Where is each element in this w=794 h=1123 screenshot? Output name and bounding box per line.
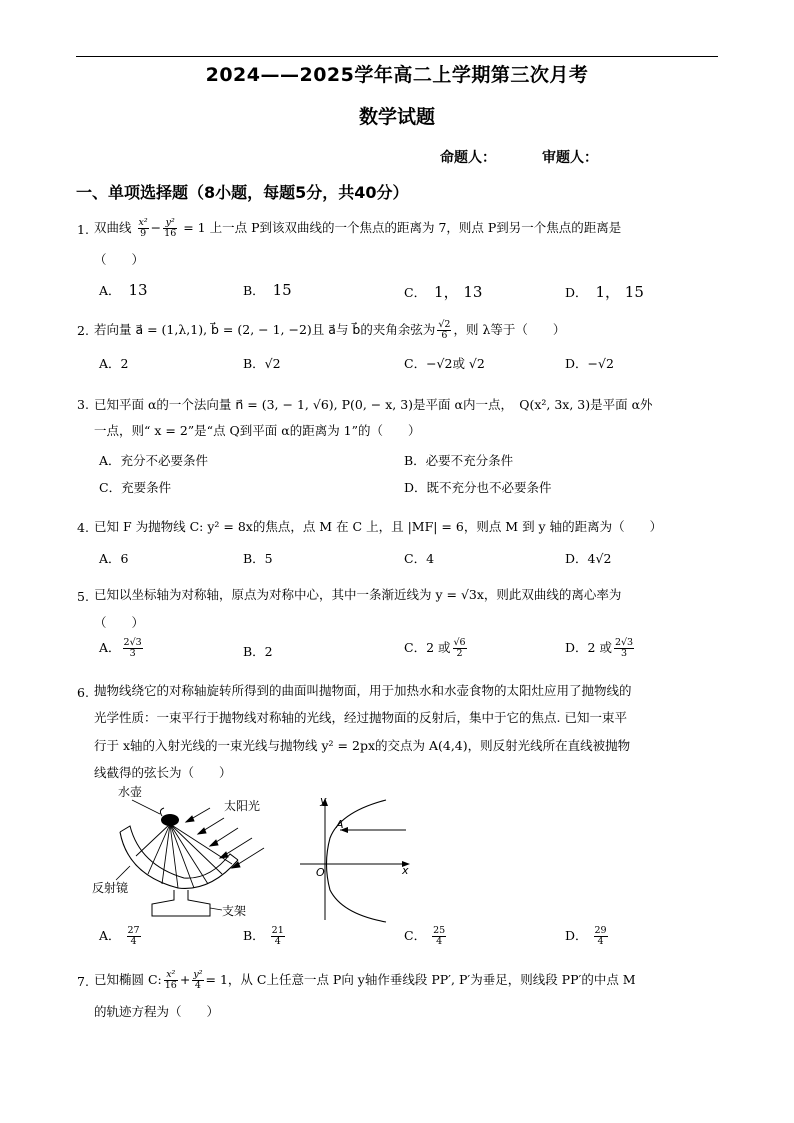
q3-option-c[interactable]: C．充要条件	[99, 480, 172, 495]
q4-option-d[interactable]: D．4√2	[565, 551, 612, 566]
q1-paren: （ ）	[94, 252, 145, 267]
x-label: x	[402, 864, 409, 877]
q3-line2: 一点，则“ x = 2”是“点 Q到平面 α的距离为 1”的（ ）	[94, 423, 421, 438]
section-heading: 一、单项选择题（8小题，每题5分，共40分）	[76, 183, 409, 202]
q3-option-b[interactable]: B．必要不充分条件	[404, 453, 514, 468]
parabola-figure	[290, 792, 420, 927]
q5-option-d[interactable]: D．2 或 $\frac{2√3}{3}$	[565, 637, 634, 659]
q6-line2: 光学性质：一束平行于抛物线对称轴的光线，经过抛物面的反射后，集中于它的焦点. 已知一束平	[94, 710, 627, 725]
q3-option-a[interactable]: A．充分不必要条件	[99, 453, 209, 468]
reviewer-label: 审题人：	[542, 150, 598, 166]
q3-line1: 已知平面 α的一个法向量 n⃗ = (3, − 1, √6), P(0, − x, 3)是平面 α内一点， Q(x², 3x, 3)是平面 α外	[94, 397, 653, 412]
q6-line3: 行于 x轴的入射光线的一束光线与抛物线 y² = 2px的交点为 A(4,4)，则反射光线所在直线被抛物	[94, 738, 631, 753]
question-number: 2.	[77, 323, 89, 338]
author-line	[440, 147, 644, 167]
setter-label: 命题人：	[440, 150, 496, 166]
q1-stem: 双曲线 $\frac{\text{x²}}{9}$ − $\frac{\text{y²}}{16}$ = 1 上一点 P到该双曲线的一个焦点的距离为 7，则点 P到另一个焦点的距离是	[94, 217, 622, 239]
q1-option-d[interactable]: D． 1， 15	[565, 283, 644, 301]
origin-label: O	[316, 866, 325, 879]
exam-title: 2024——2025学年高二上学期第三次月考	[205, 64, 589, 86]
mirror-label: 反射镜	[92, 881, 129, 895]
q6-option-c[interactable]: C． $\frac{25}{4}$	[404, 925, 446, 947]
q4-stem: 已知 F 为抛物线 C: y² = 8x的焦点，点 M 在 C 上，且 |MF| = 6，则点 M 到 y 轴的距离为（ ）	[94, 519, 663, 534]
reflector-dish	[120, 832, 238, 888]
question-number: 1.	[77, 222, 89, 237]
stand	[152, 890, 210, 916]
q5-stem: 已知以坐标轴为对称轴，原点为对称中心，其中一条渐近线为 y = √3x，则此双曲线的离心率为	[94, 587, 622, 602]
stand-label: 支架	[222, 904, 247, 918]
q6-option-d[interactable]: D． $\frac{29}{4}$	[565, 925, 607, 947]
q5-option-b[interactable]: B．2	[243, 644, 273, 659]
q6-option-b[interactable]: B． $\frac{21}{4}$	[243, 925, 284, 947]
q5-option-a[interactable]: A． $\frac{2√3}{3}$	[99, 637, 142, 659]
solar-cooker-figure	[88, 780, 288, 925]
q1-option-a[interactable]: A． 13	[99, 281, 148, 299]
q1-option-c[interactable]: C． 1， 13	[404, 283, 483, 301]
q2-option-b[interactable]: B．√2	[243, 356, 281, 371]
q5-paren: （ ）	[94, 615, 145, 630]
q6-line4: 线截得的弦长为（ ）	[94, 765, 232, 780]
q3-option-d[interactable]: D．既不充分也不必要条件	[404, 480, 552, 495]
q2-option-a[interactable]: A．2	[99, 356, 129, 371]
header-rule	[76, 56, 718, 57]
q7-line2: 的轨迹方程为（ ）	[94, 1004, 220, 1019]
question-number: 5.	[77, 589, 89, 604]
subject-title: 数学试题	[358, 106, 435, 128]
question-number: 3.	[77, 397, 89, 412]
q2-stem: 若向量 a⃗ = (1,λ,1), b⃗ = (2, − 1, −2)且 a⃗与 b⃗的夹角余弦为 $\frac{√2}{6}$ ，则 λ等于（ ）	[94, 319, 566, 341]
question-number: 4.	[77, 520, 89, 535]
question-number: 7.	[77, 974, 89, 989]
q4-option-c[interactable]: C．4	[404, 551, 435, 566]
point-a-label: A	[336, 818, 344, 831]
q4-option-b[interactable]: B．5	[243, 551, 273, 566]
reflector-rim	[120, 826, 238, 878]
question-number: 6.	[77, 685, 89, 700]
kettle-icon	[161, 814, 179, 826]
kettle-label: 水壶	[118, 785, 143, 799]
q6-option-a[interactable]: A． $\frac{27}{4}$	[99, 925, 140, 947]
q7-stem: 已知椭圆 C: $\frac{\text{x²}}{16}$ + $\frac{\text{y²}}{4}$ = 1，从 C上任意一点 P向 y轴作垂线段 PP′, P′为垂足，则线段 PP′的中点 M	[94, 969, 636, 991]
q5-option-c[interactable]: C．2 或 $\frac{√6}{2}$	[404, 637, 466, 659]
q6-line1: 抛物线绕它的对称轴旋转所得到的曲面叫抛物面，用于加热水和水壶食物的太阳灶应用了抛物线的	[94, 683, 632, 698]
y-label: y	[320, 794, 327, 807]
q1-option-b[interactable]: B． 15	[243, 281, 292, 299]
q2-option-c[interactable]: C．−√2或 √2	[404, 356, 485, 371]
q4-option-a[interactable]: A．6	[99, 551, 129, 566]
sunlight-label: 太阳光	[224, 799, 261, 813]
q2-option-d[interactable]: D．−√2	[565, 356, 614, 371]
